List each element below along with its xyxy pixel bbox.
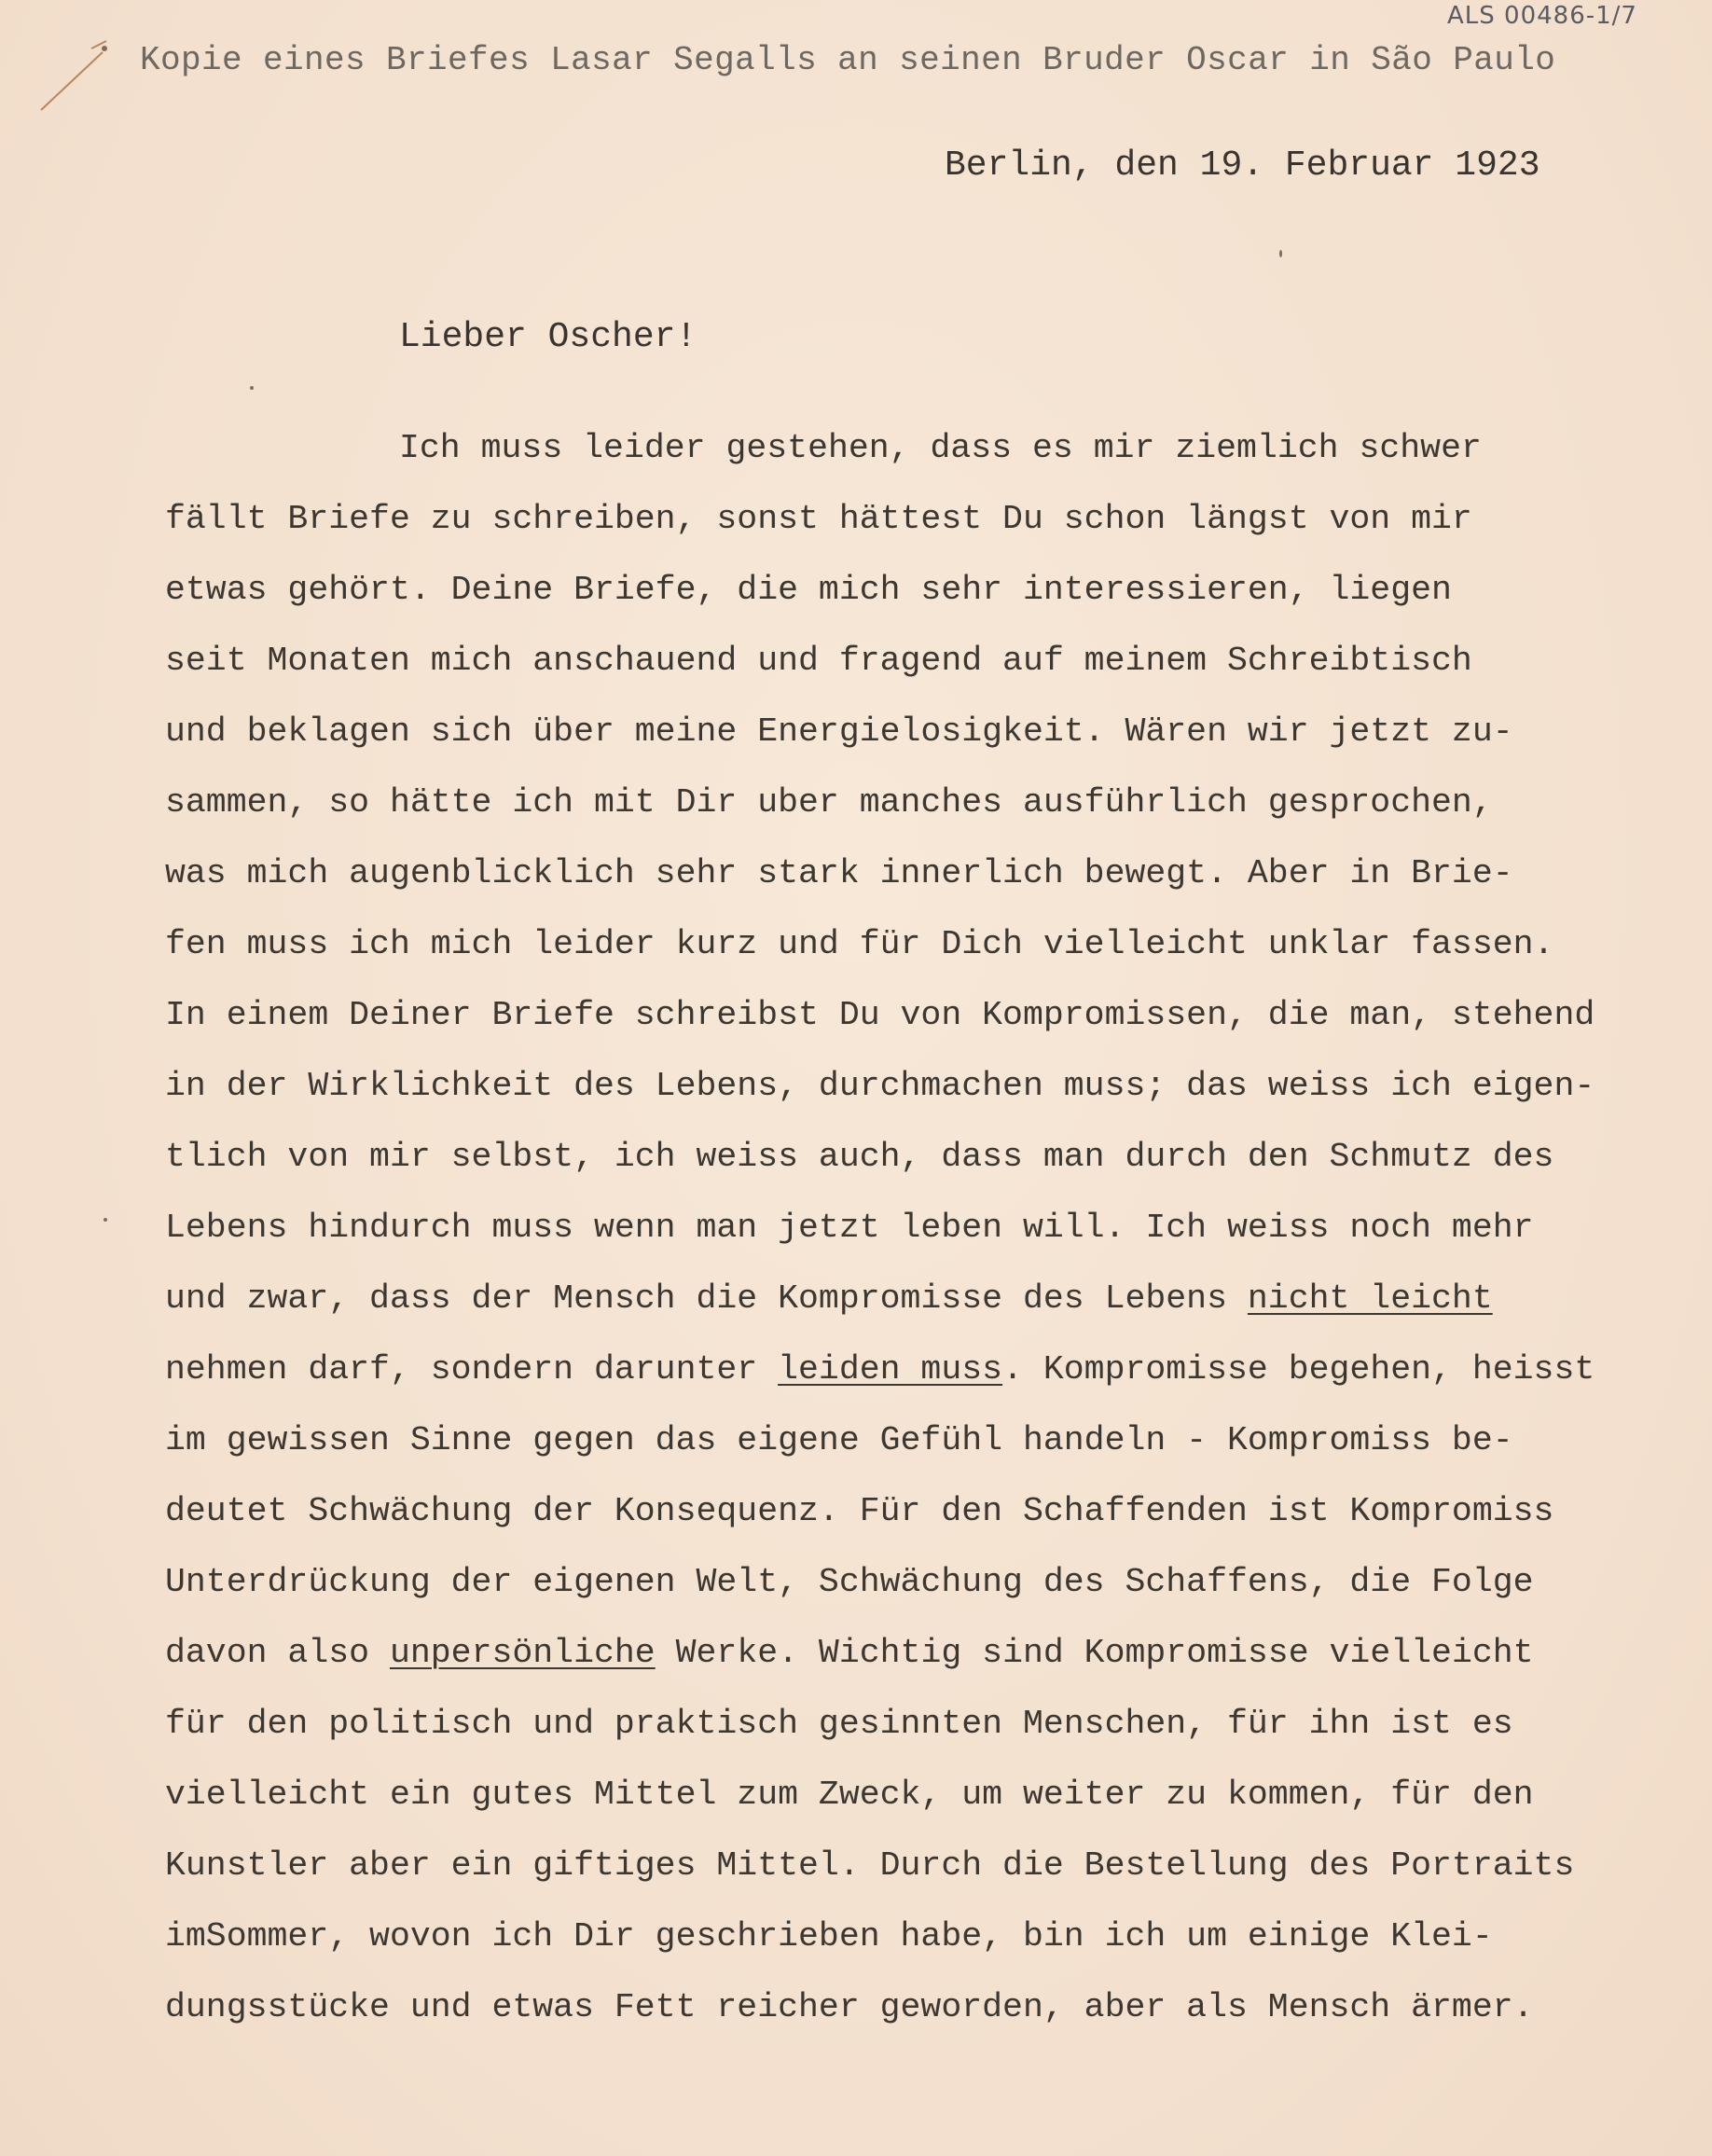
body-line: Unterdrückung der eigenen Welt, Schwächung des Schaffens, die Folge: [165, 1563, 1534, 1601]
body-line: in der Wirklichkeit des Lebens, durchmachen muss; das weiss ich eigen-: [165, 1067, 1595, 1105]
letter-date: Berlin, den 19. Februar 1923: [945, 145, 1540, 186]
body-line: sammen, so hätte ich mit Dir uber manches ausführlich gesprochen,: [165, 783, 1493, 822]
body-line: seit Monaten mich anschauend und fragend auf meinem Schreibtisch: [165, 642, 1472, 680]
body-text-run: und zwar, dass der Mensch die Kompromisse des Lebens: [165, 1279, 1248, 1318]
underlined-phrase: nicht leicht: [1247, 1279, 1493, 1318]
body-line: tlich von mir selbst, ich weiss auch, dass man durch den Schmutz des: [165, 1138, 1554, 1176]
body-line: im gewissen Sinne gegen das eigene Gefühl handeln - Kompromiss be-: [165, 1421, 1513, 1459]
archive-reference: ALS 00486-1/7: [1447, 2, 1637, 30]
body-line: fällt Briefe zu schreiben, sonst hättest Du schon längst von mir: [165, 500, 1472, 538]
body-line: für den politisch und praktisch gesinnten Menschen, für ihn ist es: [165, 1705, 1513, 1743]
body-text-run: . Kompromisse begehen, heisst: [1002, 1350, 1595, 1389]
underlined-phrase: unpersönliche: [389, 1634, 656, 1672]
body-line: was mich augenblicklich sehr stark innerlich bewegt. Aber in Brie-: [165, 854, 1513, 892]
body-text-run: davon also: [165, 1634, 390, 1672]
underlined-phrase: leiden muss: [778, 1350, 1003, 1389]
body-line: und beklagen sich über meine Energielosigkeit. Wären wir jetzt zu-: [165, 712, 1513, 751]
body-text-run: Werke. Wichtig sind Kompromisse vielleicht: [655, 1634, 1534, 1672]
paper-speck: [1279, 250, 1282, 257]
paper-speck: [104, 1218, 107, 1222]
body-line: Kunstler aber ein giftiges Mittel. Durch die Bestellung des Portraits: [165, 1846, 1575, 1885]
pin-hole-mark: [37, 35, 116, 114]
body-line: etwas gehört. Deine Briefe, die mich sehr interessieren, liegen: [165, 571, 1452, 609]
body-line: [165, 1278, 1657, 1348]
body-line: In einem Deiner Briefe schreibst Du von Kompromissen, die man, stehend: [165, 996, 1595, 1034]
letter-heading: Kopie eines Briefes Lasar Segalls an seinen Bruder Oscar in São Paulo: [140, 41, 1556, 79]
body-line: deutet Schwächung der Konsequenz. Für den Schaffenden ist Kompromiss: [165, 1492, 1554, 1530]
body-line: fen muss ich mich leider kurz und für Dich vielleicht unklar fassen.: [165, 925, 1554, 963]
body-line: Lebens hindurch muss wenn man jetzt leben will. Ich weiss noch mehr: [165, 1209, 1534, 1247]
body-line: imSommer, wovon ich Dir geschrieben habe, bin ich um einige Klei-: [165, 1917, 1493, 1956]
letter-body: [165, 427, 1657, 2057]
body-line: vielleicht ein gutes Mittel zum Zweck, um weiter zu kommen, für den: [165, 1776, 1534, 1814]
body-line: dungsstücke und etwas Fett reicher geworden, aber als Mensch ärmer.: [165, 1988, 1534, 2026]
body-line: [165, 1632, 1657, 1703]
salutation: Lieber Oscher!: [399, 317, 697, 357]
paper-speck: [250, 386, 254, 390]
body-text-run: nehmen darf, sondern darunter: [165, 1350, 779, 1389]
body-line: Ich muss leider gestehen, dass es mir ziemlich schwer: [399, 429, 1482, 467]
body-line: [165, 1348, 1657, 1419]
